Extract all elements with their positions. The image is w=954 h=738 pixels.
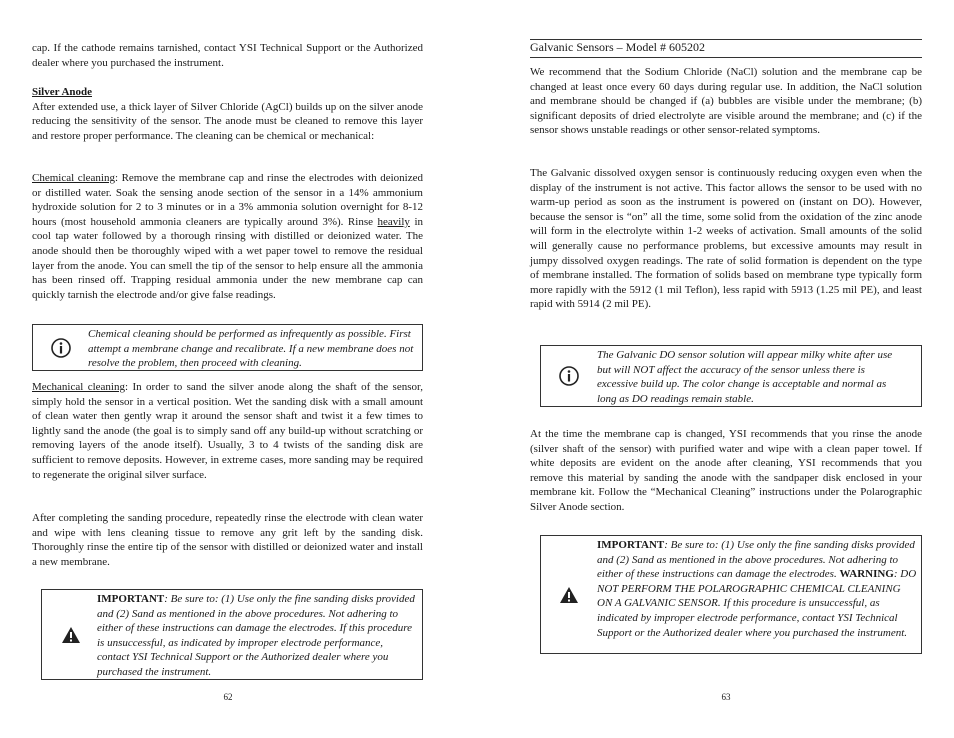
chemical-text-2: in cool tap water followed by a thorough rinsing with distilled or deionized water. The anode should then be thoroughly wiped with a wet paper towel to remove the residual layer from the anode. You can smell the tip of the sensor to help ensure all the ammonia has been rinsed off. Trapping residual ammonia under the new membrane cap can quickly tarnish the electrode and/or give false readings. <box>32 215 424 301</box>
mechanical-cleaning-paragraph <box>32 380 423 482</box>
important-text: : Be sure to: (1) Use only the fine sanding disks provided and (2) Sand as mentioned in the above procedures. Not adhering to either of these instructions can damage the electrodes. <box>597 539 915 581</box>
right-page <box>530 0 922 738</box>
intro-paragraph: cap. If the cathode remains tarnished, contact YSI Technical Support or the Authorized dealer where you purchased the instrument. <box>32 42 423 69</box>
important-warning-box-right <box>540 535 922 654</box>
chemical-cleaning-label: Chemical cleaning <box>32 172 115 184</box>
page-number: 62 <box>223 692 233 702</box>
heavily-word: heavily <box>377 215 410 228</box>
info-note-text: Chemical cleaning should be performed as infrequently as possible. First attempt a membrane change and recalibrate. If a new membrane does not resolve the problem, then proceed with cleaning. <box>88 328 414 370</box>
silver-anode-text: After extended use, a thick layer of Silver Chloride (AgCl) builds up on the silver anode reducing the sensitivity of the sensor. The anode must be cleaned to remove this layer and restore proper performance. The cleaning can be chemical or mechanical: <box>32 100 423 142</box>
membrane-change-paragraph: We recommend that the Sodium Chloride (NaCl) solution and the membrane cap be changed at least once every 60 days during regular use. In addition, the NaCl solution and membrane should be changed if (a) bubbles are visible under the membrane; (b) significant deposits of dried electrolyte are visible around the membrane; and (c) if the sensor shows unstable readings or other sensor-related symptoms. <box>530 66 922 137</box>
galvanic-sensor-paragraph: The Galvanic dissolved oxygen sensor is continuously reducing oxygen even when the display of the instrument is not active. This factor allows the sensor to be used with no warm-up period as soon as the instrument is powered on (instant on DO). However, because the sensor is “on” all the time, some solid from the oxidation of the zinc anode will form in the electrolyte within 1-2 weeks of activation. Small amounts of the solid will generally cause no performance problems, but excessive amounts may result in jumpy dissolved oxygen readings. The rate of solid formation is dependent on the type of membrane installed. The formation of solids based on membrane type typically form more rapidly with the 5912 (1 mil Teflon), less rapid with 5913 (1.25 mil PE), and least rapid with 5914 (2 mil PE). <box>530 167 922 311</box>
info-note-text-right: The Galvanic DO sensor solution will appear milky white after use but will NOT affect the accuracy of the sensor unless there is excessive build up. The color change is acceptable and normal as long as DO readings remain stable. <box>597 349 893 405</box>
after-sanding-paragraph: After completing the sanding procedure, repeatedly rinse the electrode with clean water and wipe with lens cleaning tissue to remove any grit left by the sanding disk. Thoroughly rinse the entire tip of the sensor with distilled or deionized water and install a new membrane. <box>32 512 423 568</box>
warning-triangle-icon <box>541 536 597 653</box>
important-warning-box <box>41 589 423 680</box>
chemical-text-1: : Remove the membrane cap and rinse the electrodes with deionized or distilled water. Soak the sensing anode section of the sensor in a 14% ammonium hydroxide solution for 2 to 3 minutes or in a 3% ammonia solution overnight for 8-12 hours (most household ammonia cleaners are typically around 3%). Rinse <box>32 172 423 228</box>
chemical-cleaning-paragraph <box>32 171 423 302</box>
warning-label: WARNING <box>839 568 894 581</box>
header-bottom-rule <box>530 57 922 58</box>
anode-rinse-paragraph: At the time the membrane cap is changed, YSI recommends that you rinse the anode (silver shaft of the sensor) with purified water and wipe with a clean paper towel. If white deposits are evident on the anode after cleaning, YSI recommends that you remove this material by sanding the anode with the sandpaper disk enclosed in your membrane kit. Follow the “Mechanical Cleaning” instructions under the Polarographic Silver Anode section. <box>530 428 922 513</box>
mechanical-cleaning-label: Mechanical cleaning <box>32 381 125 393</box>
info-circle-icon <box>541 346 597 406</box>
mechanical-text: : In order to sand the silver anode along the shaft of the sensor, simply hold the sensor in a vertical position. Wet the sanding disk with a small amount of clean water then gently wrap it around the sensor shaft and twist it a few times to lightly sand the anode (the goal is to simply sand off any build-up without scratching or removing layers of the anode itself). Usually, 3 to 4 twists of the sanding disk are sufficient to remove deposits. However, in extreme cases, more sanding may be required to regenerate the original silver surface. <box>32 381 423 481</box>
silver-anode-heading: Silver Anode <box>32 86 93 98</box>
silver-anode-section <box>32 85 423 143</box>
important-text: : Be sure to: (1) Use only the fine sanding disks provided and (2) Sand as mentioned in the above procedures. Not adhering to either of these instructions can damage the electrodes. If this procedure is unsuccessful, as indicated by improper electrode performance, contact YSI Technical Support or the Authorized dealer where you purchased the instrument. <box>97 593 415 678</box>
info-note-box <box>32 324 423 371</box>
left-page <box>32 0 423 738</box>
important-label: IMPORTANT <box>597 539 665 551</box>
section-header: Galvanic Sensors – Model # 605202 <box>530 40 705 54</box>
warning-text-block-right <box>597 538 917 640</box>
info-note-box-right <box>540 345 922 407</box>
warning-text: : DO NOT PERFORM THE POLAROGRAPHIC CHEMICAL CLEANING ON A GALVANIC SENSOR. If this procedure is unsuccessful, as indicated by improper electrode performance, contact YSI Technical Support or the Authorized dealer where you purchased the instrument. <box>597 568 917 639</box>
warning-text-block <box>97 592 415 680</box>
page-number: 63 <box>721 692 731 702</box>
important-label: IMPORTANT <box>97 593 165 605</box>
info-circle-icon <box>33 325 89 370</box>
warning-triangle-icon <box>42 590 100 679</box>
